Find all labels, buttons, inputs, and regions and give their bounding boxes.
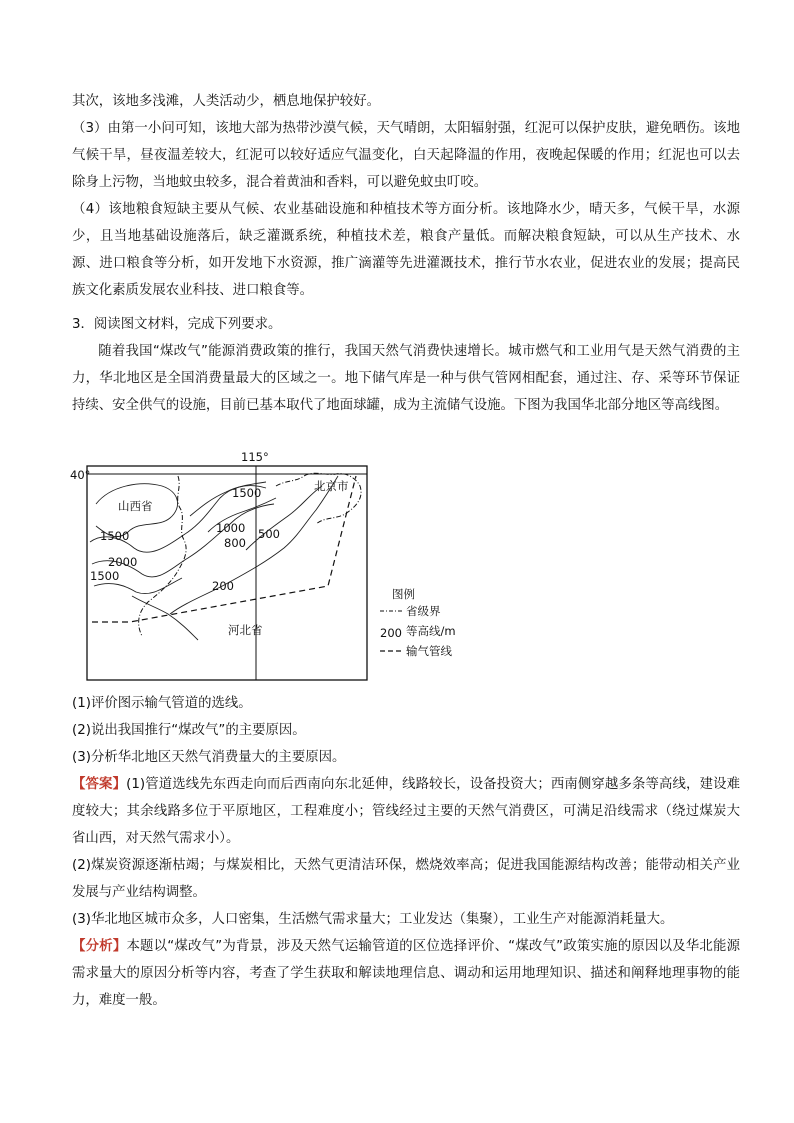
text-sub1: (1)评价图示输气管道的选线。 xyxy=(72,696,252,711)
contour-map-svg xyxy=(70,446,490,686)
longitude-label: 115° xyxy=(241,450,269,464)
contour-label-1500-c: 1500 xyxy=(90,569,120,583)
legend-contour-value: 200 xyxy=(380,626,402,640)
sub-question-1 xyxy=(72,690,740,717)
text-answer3: (3)华北地区城市众多，人口密集，生活燃气需求量大；工业发达（集聚），工业生产对能源消耗量大。 xyxy=(72,912,674,927)
hebei-label: 河北省 xyxy=(228,623,263,637)
sub-question-2 xyxy=(72,717,740,744)
text-material: 随着我国“煤改气”能源消费政策的推行，我国天然气消费快速增长。城市燃气和工业用气是天然气消费的主力，华北地区是全国消费量最大的区域之一。地下储气库是一种与供气管网相配套，通过注、存、采等环节保证持续、安全供气的设施，目前已基本取代了地面球罐，成为主流储气设施。下图为我国华北部分地区等高线图。 xyxy=(72,344,740,413)
contour-label-1500-b: 1500 xyxy=(100,529,130,543)
contour-label-500: 500 xyxy=(258,527,280,541)
latitude-label: 40° xyxy=(70,468,91,482)
answer-3 xyxy=(72,906,740,933)
sub-question-3 xyxy=(72,744,740,771)
contour-map-figure xyxy=(70,446,490,686)
answer-continuation xyxy=(72,88,740,115)
text-answer2: (2)煤炭资源逐渐枯竭；与煤炭相比，天然气更清洁环保，燃烧效率高；促进我国能源结构改善；能带动相关产业发展与产业结构调整。 xyxy=(72,858,740,900)
answer-1 xyxy=(72,771,740,852)
legend-contour-label: 等高线/m xyxy=(406,624,456,638)
legend-boundary-label: 省级界 xyxy=(406,604,441,618)
text-p2: （3）由第一小问可知，该地大部为热带沙漠气候，天气晴朗，太阳辐射强，红泥可以保护皮肤，避免晒伤。该地气候干旱，昼夜温差较大，红泥可以较好适应气温变化，白天起降温的作用，夜晚起保暖的作用；红泥也可以去除身上污物，当地蚊虫较多，混合着黄油和香料，可以避免蚊虫叮咬。 xyxy=(72,121,740,190)
material-paragraph xyxy=(72,338,740,419)
legend-pipeline-label: 输气管线 xyxy=(406,644,452,658)
contour-label-2000: 2000 xyxy=(108,555,138,569)
text-sub2: (2)说出我国推行“煤改气”的主要原因。 xyxy=(72,723,306,738)
text-analysis: 本题以“煤改气”为背景，涉及天然气运输管道的区位选择评价、“煤改气”政策实施的原因以及华北能源需求量大的原因分析等内容，考查了学生获取和解读地理信息、调动和运用地理知识、描述和阐释地理事物的能力，难度一般。 xyxy=(72,939,740,1008)
beijing-label: 北京市 xyxy=(314,479,349,493)
answer-part-3 xyxy=(72,115,740,196)
text-p1: 其次，该地多浅滩，人类活动少，栖息地保护较好。 xyxy=(72,94,380,109)
contour-label-1000: 1000 xyxy=(216,521,246,535)
analysis xyxy=(72,933,740,1014)
text-sub3: (3)分析华北地区天然气消费量大的主要原因。 xyxy=(72,750,346,765)
contour-label-200: 200 xyxy=(212,579,234,593)
answer-tag: 【答案】 xyxy=(72,777,127,792)
question-3-title xyxy=(72,311,740,338)
text-q3-title: 3．阅读图文材料，完成下列要求。 xyxy=(72,317,282,332)
contour-label-1500-a: 1500 xyxy=(232,486,262,500)
shanxi-label: 山西省 xyxy=(118,499,153,513)
answer-2 xyxy=(72,852,740,906)
text-answer1: (1)管道选线先东西走向而后西南向东北延伸，线路较长，设备投资大；西南侧穿越多条等高线，建设难度较大；其余线路多位于平原地区，工程难度小；管线经过主要的天然气消费区，可满足沿线需求（绕过煤炭大省山西，对天然气需求小）。 xyxy=(72,777,741,846)
text-p3: （4）该地粮食短缺主要从气候、农业基础设施和种植技术等方面分析。该地降水少，晴天多，气候干旱，水源少，且当地基础设施落后，缺乏灌溉系统，种植技术差，粮食产量低。而解决粮食短缺，可以从生产技术、水源、进口粮食等分析，如开发地下水资源，推广滴灌等先进灌溉技术，推行节水农业，促进农业的发展；提高民族文化素质发展农业科技、进口粮食等。 xyxy=(72,202,740,298)
answer-part-4 xyxy=(72,196,740,304)
legend-title: 图例 xyxy=(392,587,415,601)
contour-label-800: 800 xyxy=(224,536,246,550)
analysis-tag: 【分析】 xyxy=(72,939,127,954)
